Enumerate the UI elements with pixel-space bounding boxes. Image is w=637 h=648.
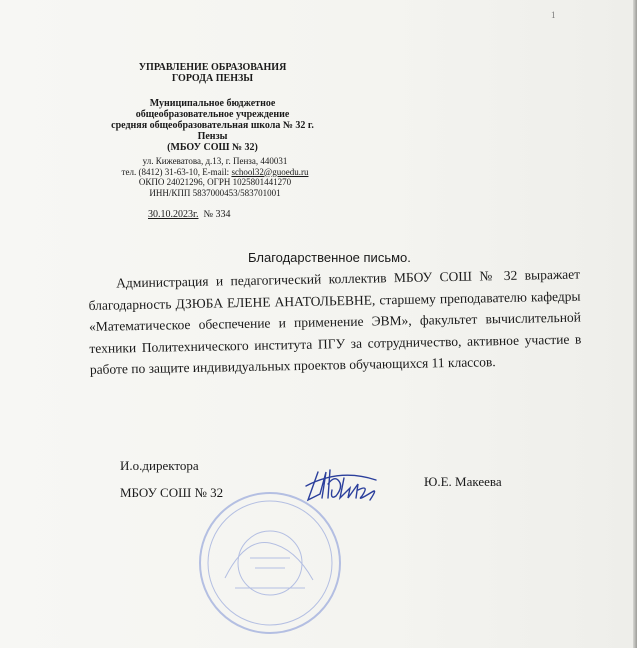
okpo-ogrn: ОКПО 24021296, ОГРН 1025801441270 — [138, 177, 292, 187]
letter-title: Благодарственное письмо. — [248, 250, 411, 265]
school-line-2: общеобразовательное учреждение — [135, 109, 290, 120]
school-line-3: средняя общеобразовательная школа № 32 г. Пензы — [111, 120, 314, 142]
document-date: 30.10.2023г. — [148, 209, 199, 220]
school-line-1: Муниципальное бюджетное — [149, 98, 276, 109]
letter-body: Администрация и педагогический коллектив МБОУ СОШ № 32 выражает благодарность ДЗЮБА ЕЛЕНЕ АНАТОЛЬЕВНЕ, старшему преподавателю кафедры «Математическое обеспечение и применение ЭВМ», факультет вычислительной техники Политехнического института ПГУ за сотрудничество, активное участие в работе по защите индивидуальных проектов обучающихся 11 классов. — [88, 266, 582, 377]
signatory-role: И.о.директора — [120, 458, 199, 473]
authority-line-1: УПРАВЛЕНИЕ ОБРАЗОВАНИЯ — [138, 62, 287, 73]
phone: тел. (8412) 31-63-10, E-mail: — [121, 166, 232, 177]
contact-block — [100, 156, 330, 198]
document-number: № 334 — [203, 209, 231, 220]
signatory-org: МБОУ СОШ № 32 — [120, 485, 224, 500]
authority-line-2: ГОРОДА ПЕНЗЫ — [171, 73, 254, 84]
school-short-name: (МБОУ СОШ № 32) — [167, 142, 258, 153]
phone-email-line — [100, 167, 330, 178]
email-link[interactable]: school32@guoedu.ru — [231, 166, 309, 177]
signatory-name: Ю.Е. Макеева — [424, 474, 502, 489]
corner-mark: 1 — [551, 10, 556, 20]
document-date-number — [148, 209, 231, 220]
inn-kpp: ИНН/КПП 5837000453/583701001 — [149, 187, 281, 198]
round-stamp — [195, 488, 345, 638]
address: ул. Кижеватова, д.13, г. Пенза, 440031 — [142, 156, 288, 166]
handwritten-signature — [300, 462, 380, 507]
letterhead — [100, 62, 325, 153]
page-edge-shadow — [633, 0, 637, 648]
